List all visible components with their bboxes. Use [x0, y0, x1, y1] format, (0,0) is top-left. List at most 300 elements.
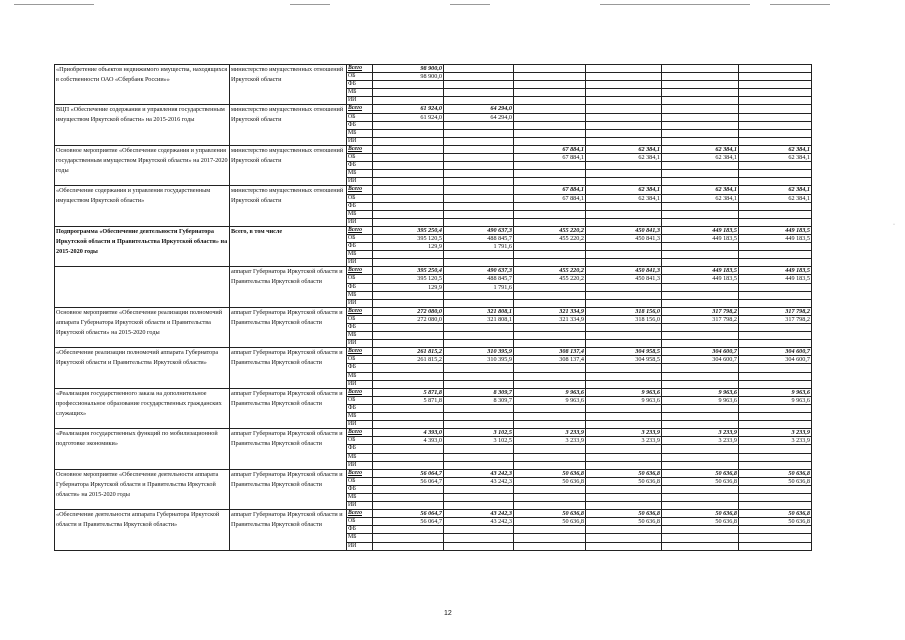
amount-cell: 62 384,1 — [739, 145, 812, 153]
amount-cell — [373, 251, 444, 259]
amount-cell — [444, 542, 514, 550]
amount-cell — [739, 89, 812, 97]
amount-cell — [444, 137, 514, 145]
amount-cell: 62 384,1 — [586, 145, 662, 153]
funding-source: ОБ — [347, 396, 373, 404]
funding-source: Всего — [347, 388, 373, 396]
amount-cell: 455 220,2 — [514, 226, 586, 234]
amount-cell — [586, 259, 662, 267]
amount-cell — [739, 243, 812, 251]
funding-source: Всего — [347, 226, 373, 234]
amount-cell: 9 963,6 — [662, 388, 739, 396]
amount-cell — [373, 493, 444, 501]
amount-cell — [444, 218, 514, 226]
funding-source: ИИ — [347, 137, 373, 145]
amount-cell — [662, 81, 739, 89]
amount-cell: 43 242,3 — [444, 469, 514, 477]
amount-cell — [444, 202, 514, 210]
amount-cell — [373, 186, 444, 194]
row-responsible: министерство имущественных отношений Иркутской области — [230, 65, 347, 105]
amount-cell: 9 963,6 — [514, 388, 586, 396]
amount-cell: 450 841,3 — [586, 267, 662, 275]
amount-cell — [586, 251, 662, 259]
amount-cell: 50 636,8 — [739, 510, 812, 518]
amount-cell: 490 637,3 — [444, 267, 514, 275]
amount-cell — [514, 259, 586, 267]
amount-cell: 9 963,6 — [586, 396, 662, 404]
amount-cell — [739, 526, 812, 534]
amount-cell: 395 250,4 — [373, 226, 444, 234]
amount-cell — [662, 453, 739, 461]
funding-source: ФБ — [347, 162, 373, 170]
amount-cell — [586, 170, 662, 178]
amount-cell — [662, 372, 739, 380]
amount-cell — [373, 542, 444, 550]
amount-cell: 449 183,5 — [662, 275, 739, 283]
amount-cell: 308 137,4 — [514, 348, 586, 356]
amount-cell — [586, 202, 662, 210]
row-responsible: аппарат Губернатора Иркутской области и Правительства Иркутской области — [230, 429, 347, 469]
amount-cell: 98 900,0 — [373, 65, 444, 73]
amount-cell — [444, 421, 514, 429]
amount-cell — [373, 404, 444, 412]
amount-cell — [514, 324, 586, 332]
amount-cell: 67 884,1 — [514, 154, 586, 162]
amount-cell: 43 242,3 — [444, 477, 514, 485]
funding-source: ОБ — [347, 437, 373, 445]
amount-cell: 395 120,5 — [373, 275, 444, 283]
amount-cell: 317 798,2 — [662, 307, 739, 315]
funding-source: ФБ — [347, 526, 373, 534]
amount-cell — [739, 251, 812, 259]
amount-cell — [586, 340, 662, 348]
row-responsible: аппарат Губернатора Иркутской области и Правительства Иркутской области — [230, 469, 347, 509]
amount-cell: 449 183,5 — [739, 226, 812, 234]
amount-cell — [514, 445, 586, 453]
amount-cell: 67 884,1 — [514, 145, 586, 153]
amount-cell — [444, 445, 514, 453]
amount-cell — [514, 332, 586, 340]
amount-cell: 1 791,6 — [444, 283, 514, 291]
amount-cell — [662, 332, 739, 340]
amount-cell — [514, 340, 586, 348]
table-row — [55, 429, 812, 437]
amount-cell: 62 384,1 — [739, 154, 812, 162]
amount-cell — [373, 372, 444, 380]
amount-cell: 98 900,0 — [373, 73, 444, 81]
amount-cell — [444, 162, 514, 170]
amount-cell — [586, 137, 662, 145]
amount-cell — [586, 283, 662, 291]
amount-cell: 449 183,5 — [662, 226, 739, 234]
amount-cell — [739, 210, 812, 218]
amount-cell — [514, 81, 586, 89]
amount-cell — [373, 461, 444, 469]
amount-cell — [514, 502, 586, 510]
amount-cell — [739, 259, 812, 267]
amount-cell — [586, 461, 662, 469]
amount-cell: 272 080,0 — [373, 315, 444, 323]
amount-cell — [373, 534, 444, 542]
amount-cell: 5 871,8 — [373, 388, 444, 396]
amount-cell — [662, 105, 739, 113]
row-responsible: аппарат Губернатора Иркутской области и Правительства Иркутской области — [230, 348, 347, 388]
funding-source: Всего — [347, 307, 373, 315]
funding-source: ИИ — [347, 502, 373, 510]
amount-cell — [444, 97, 514, 105]
amount-cell — [739, 413, 812, 421]
funding-source: Всего — [347, 267, 373, 275]
row-description: «Реализация государственного заказа на дополнительное профессиональное образование государственных гражданских служащих» — [55, 388, 230, 428]
funding-source: ИИ — [347, 542, 373, 550]
row-description: «Обеспечение реализации полномочий аппарата Губернатора Иркутской области и Правительства Иркутской области» — [55, 348, 230, 388]
amount-cell: 50 636,8 — [586, 477, 662, 485]
amount-cell: 261 815,2 — [373, 348, 444, 356]
funding-source: ОБ — [347, 73, 373, 81]
amount-cell — [739, 332, 812, 340]
table-row — [55, 105, 812, 113]
amount-cell — [739, 380, 812, 388]
funding-source: ОБ — [347, 315, 373, 323]
amount-cell — [514, 73, 586, 81]
funding-source: МБ — [347, 89, 373, 97]
amount-cell — [739, 421, 812, 429]
amount-cell: 62 384,1 — [586, 186, 662, 194]
amount-cell: 449 183,5 — [739, 234, 812, 242]
funding-source: ИИ — [347, 380, 373, 388]
amount-cell: 8 309,7 — [444, 388, 514, 396]
scan-top-marks — [0, 0, 905, 10]
amount-cell — [586, 445, 662, 453]
funding-source: ФБ — [347, 121, 373, 129]
amount-cell: 321 334,9 — [514, 307, 586, 315]
amount-cell — [373, 154, 444, 162]
amount-cell — [586, 178, 662, 186]
amount-cell — [514, 534, 586, 542]
amount-cell — [373, 502, 444, 510]
amount-cell — [373, 332, 444, 340]
amount-cell: 455 220,2 — [514, 275, 586, 283]
amount-cell: 129,9 — [373, 283, 444, 291]
amount-cell — [444, 461, 514, 469]
amount-cell: 9 963,6 — [739, 396, 812, 404]
amount-cell: 50 636,8 — [586, 469, 662, 477]
row-responsible: аппарат Губернатора Иркутской области и Правительства Иркутской области — [230, 307, 347, 347]
row-description: «Реализация государственных функций по мобилизационной подготовке экономики» — [55, 429, 230, 469]
amount-cell — [662, 170, 739, 178]
row-description — [55, 267, 230, 307]
amount-cell — [514, 121, 586, 129]
amount-cell — [662, 534, 739, 542]
amount-cell: 395 120,5 — [373, 234, 444, 242]
amount-cell — [373, 194, 444, 202]
row-description: «Обеспечение деятельности аппарата Губернатора Иркутской области и Правительства Иркутской области» — [55, 510, 230, 550]
table-row — [55, 510, 812, 518]
amount-cell — [444, 485, 514, 493]
amount-cell — [586, 89, 662, 97]
amount-cell — [444, 65, 514, 73]
funding-source: ОБ — [347, 113, 373, 121]
amount-cell: 67 884,1 — [514, 194, 586, 202]
amount-cell — [373, 137, 444, 145]
amount-cell — [586, 380, 662, 388]
amount-cell — [514, 413, 586, 421]
funding-source: МБ — [347, 453, 373, 461]
amount-cell — [373, 89, 444, 97]
amount-cell — [586, 243, 662, 251]
table-row — [55, 226, 812, 234]
amount-cell — [586, 364, 662, 372]
amount-cell — [514, 493, 586, 501]
amount-cell — [662, 299, 739, 307]
amount-cell — [373, 364, 444, 372]
funding-source: ИИ — [347, 259, 373, 267]
amount-cell — [373, 97, 444, 105]
amount-cell — [739, 445, 812, 453]
funding-source: МБ — [347, 534, 373, 542]
amount-cell — [662, 129, 739, 137]
amount-cell — [662, 413, 739, 421]
amount-cell: 321 334,9 — [514, 315, 586, 323]
amount-cell: 3 233,9 — [514, 437, 586, 445]
amount-cell — [444, 210, 514, 218]
amount-cell: 308 137,4 — [514, 356, 586, 364]
amount-cell: 43 242,3 — [444, 510, 514, 518]
amount-cell — [444, 299, 514, 307]
amount-cell — [662, 121, 739, 129]
funding-source: МБ — [347, 170, 373, 178]
row-description: Подпрограмма «Обеспечение деятельности Губернатора Иркутской области и Правительства Иркутской области» на 2015-2020 годы — [55, 226, 230, 266]
amount-cell: 304 600,7 — [739, 356, 812, 364]
funding-source: МБ — [347, 493, 373, 501]
amount-cell: 50 636,8 — [739, 518, 812, 526]
row-responsible: министерство имущественных отношений Иркутской области — [230, 186, 347, 226]
amount-cell — [444, 170, 514, 178]
amount-cell: 449 183,5 — [662, 234, 739, 242]
row-responsible: министерство имущественных отношений Иркутской области — [230, 105, 347, 145]
amount-cell — [662, 542, 739, 550]
amount-cell — [662, 364, 739, 372]
funding-source: ФБ — [347, 485, 373, 493]
amount-cell: 4 393,0 — [373, 437, 444, 445]
amount-cell: 62 384,1 — [586, 194, 662, 202]
amount-cell — [373, 259, 444, 267]
scan-edge-mark: · — [893, 222, 895, 228]
amount-cell — [514, 299, 586, 307]
amount-cell — [444, 154, 514, 162]
amount-cell: 304 958,5 — [586, 356, 662, 364]
amount-cell — [586, 502, 662, 510]
funding-source: Всего — [347, 145, 373, 153]
amount-cell: 62 384,1 — [586, 154, 662, 162]
amount-cell — [662, 324, 739, 332]
funding-source: ФБ — [347, 202, 373, 210]
amount-cell: 50 636,8 — [662, 469, 739, 477]
amount-cell — [514, 210, 586, 218]
amount-cell — [739, 299, 812, 307]
amount-cell: 3 102,5 — [444, 437, 514, 445]
amount-cell — [739, 453, 812, 461]
amount-cell — [662, 210, 739, 218]
amount-cell — [514, 65, 586, 73]
amount-cell — [586, 81, 662, 89]
amount-cell — [373, 526, 444, 534]
amount-cell — [444, 380, 514, 388]
amount-cell: 62 384,1 — [739, 194, 812, 202]
amount-cell: 62 384,1 — [662, 145, 739, 153]
funding-source: МБ — [347, 129, 373, 137]
row-responsible: аппарат Губернатора Иркутской области и Правительства Иркутской области — [230, 510, 347, 550]
amount-cell — [444, 81, 514, 89]
amount-cell — [373, 81, 444, 89]
amount-cell — [514, 453, 586, 461]
amount-cell: 488 845,7 — [444, 275, 514, 283]
page-number: 12 — [444, 610, 452, 617]
amount-cell — [586, 291, 662, 299]
amount-cell — [514, 542, 586, 550]
amount-cell — [586, 324, 662, 332]
funding-source: МБ — [347, 413, 373, 421]
amount-cell — [586, 97, 662, 105]
amount-cell — [739, 81, 812, 89]
amount-cell — [514, 178, 586, 186]
amount-cell — [373, 380, 444, 388]
amount-cell — [586, 299, 662, 307]
amount-cell — [586, 105, 662, 113]
amount-cell — [444, 324, 514, 332]
funding-source: ИИ — [347, 421, 373, 429]
amount-cell — [514, 421, 586, 429]
funding-source: МБ — [347, 372, 373, 380]
amount-cell: 62 384,1 — [662, 194, 739, 202]
amount-cell: 50 636,8 — [514, 518, 586, 526]
amount-cell: 67 884,1 — [514, 186, 586, 194]
amount-cell — [373, 324, 444, 332]
table-row — [55, 388, 812, 396]
funding-source: ИИ — [347, 299, 373, 307]
amount-cell: 3 233,9 — [586, 429, 662, 437]
row-description: «Приобретение объектов недвижимого имущества, находящихся в собственности ОАО «Сбербанк России»» — [55, 65, 230, 105]
amount-cell: 321 808,1 — [444, 315, 514, 323]
amount-cell: 450 841,3 — [586, 234, 662, 242]
amount-cell — [662, 251, 739, 259]
amount-cell: 450 841,3 — [586, 275, 662, 283]
amount-cell — [514, 461, 586, 469]
amount-cell — [739, 372, 812, 380]
amount-cell — [662, 493, 739, 501]
amount-cell — [514, 526, 586, 534]
amount-cell — [662, 445, 739, 453]
amount-cell — [514, 202, 586, 210]
amount-cell: 304 958,5 — [586, 348, 662, 356]
amount-cell — [444, 73, 514, 81]
amount-cell: 62 384,1 — [739, 186, 812, 194]
amount-cell — [662, 137, 739, 145]
amount-cell — [373, 453, 444, 461]
row-description: Основное мероприятие «Обеспечение деятельности аппарата Губернатора Иркутской области и Правительства Иркутской области» на 2015-2020 годы — [55, 469, 230, 509]
amount-cell: 50 636,8 — [662, 518, 739, 526]
amount-cell: 3 233,9 — [662, 437, 739, 445]
amount-cell — [373, 162, 444, 170]
amount-cell: 1 791,6 — [444, 243, 514, 251]
amount-cell — [444, 251, 514, 259]
amount-cell — [739, 542, 812, 550]
amount-cell: 61 924,0 — [373, 105, 444, 113]
amount-cell: 50 636,8 — [739, 469, 812, 477]
amount-cell — [662, 113, 739, 121]
funding-source: Всего — [347, 510, 373, 518]
amount-cell: 3 233,9 — [662, 429, 739, 437]
amount-cell: 8 309,7 — [444, 396, 514, 404]
amount-cell — [373, 202, 444, 210]
amount-cell — [586, 493, 662, 501]
amount-cell — [373, 145, 444, 153]
amount-cell: 449 183,5 — [739, 267, 812, 275]
row-responsible: аппарат Губернатора Иркутской области и Правительства Иркутской области — [230, 388, 347, 428]
amount-cell — [662, 97, 739, 105]
amount-cell: 50 636,8 — [514, 510, 586, 518]
amount-cell — [373, 340, 444, 348]
amount-cell — [586, 121, 662, 129]
amount-cell: 317 798,2 — [739, 315, 812, 323]
amount-cell — [373, 291, 444, 299]
amount-cell: 50 636,8 — [586, 510, 662, 518]
amount-cell: 9 963,6 — [514, 396, 586, 404]
amount-cell — [444, 340, 514, 348]
funding-source: МБ — [347, 251, 373, 259]
amount-cell — [739, 170, 812, 178]
amount-cell — [739, 291, 812, 299]
funding-source: ИИ — [347, 218, 373, 226]
amount-cell — [586, 542, 662, 550]
row-description: ВЦП «Обеспечение содержания и управления государственным имуществом Иркутской области» на 2015-2016 годы — [55, 105, 230, 145]
amount-cell — [662, 218, 739, 226]
table-row — [55, 307, 812, 315]
amount-cell — [514, 251, 586, 259]
amount-cell — [373, 485, 444, 493]
table-row — [55, 145, 812, 153]
amount-cell: 62 384,1 — [662, 154, 739, 162]
amount-cell — [444, 178, 514, 186]
funding-source: ОБ — [347, 154, 373, 162]
funding-source: ФБ — [347, 364, 373, 372]
amount-cell — [662, 162, 739, 170]
amount-cell — [662, 283, 739, 291]
amount-cell: 50 636,8 — [662, 477, 739, 485]
funding-source: ИИ — [347, 340, 373, 348]
row-description: Основное мероприятие «Обеспечение содержания и управления государственным имуществом Иркутской области» на 2017-2020 годы — [55, 145, 230, 185]
funding-source: МБ — [347, 210, 373, 218]
amount-cell — [514, 485, 586, 493]
amount-cell: 261 815,2 — [373, 356, 444, 364]
amount-cell — [739, 178, 812, 186]
funding-source: ОБ — [347, 234, 373, 242]
amount-cell — [739, 73, 812, 81]
amount-cell — [739, 340, 812, 348]
amount-cell — [444, 332, 514, 340]
amount-cell — [514, 364, 586, 372]
amount-cell — [586, 413, 662, 421]
amount-cell — [586, 453, 662, 461]
amount-cell — [373, 170, 444, 178]
funding-source: ОБ — [347, 477, 373, 485]
row-responsible: Всего, в том числе — [230, 226, 347, 266]
amount-cell — [662, 404, 739, 412]
amount-cell — [739, 162, 812, 170]
amount-cell — [662, 502, 739, 510]
amount-cell: 3 233,9 — [514, 429, 586, 437]
amount-cell: 61 924,0 — [373, 113, 444, 121]
